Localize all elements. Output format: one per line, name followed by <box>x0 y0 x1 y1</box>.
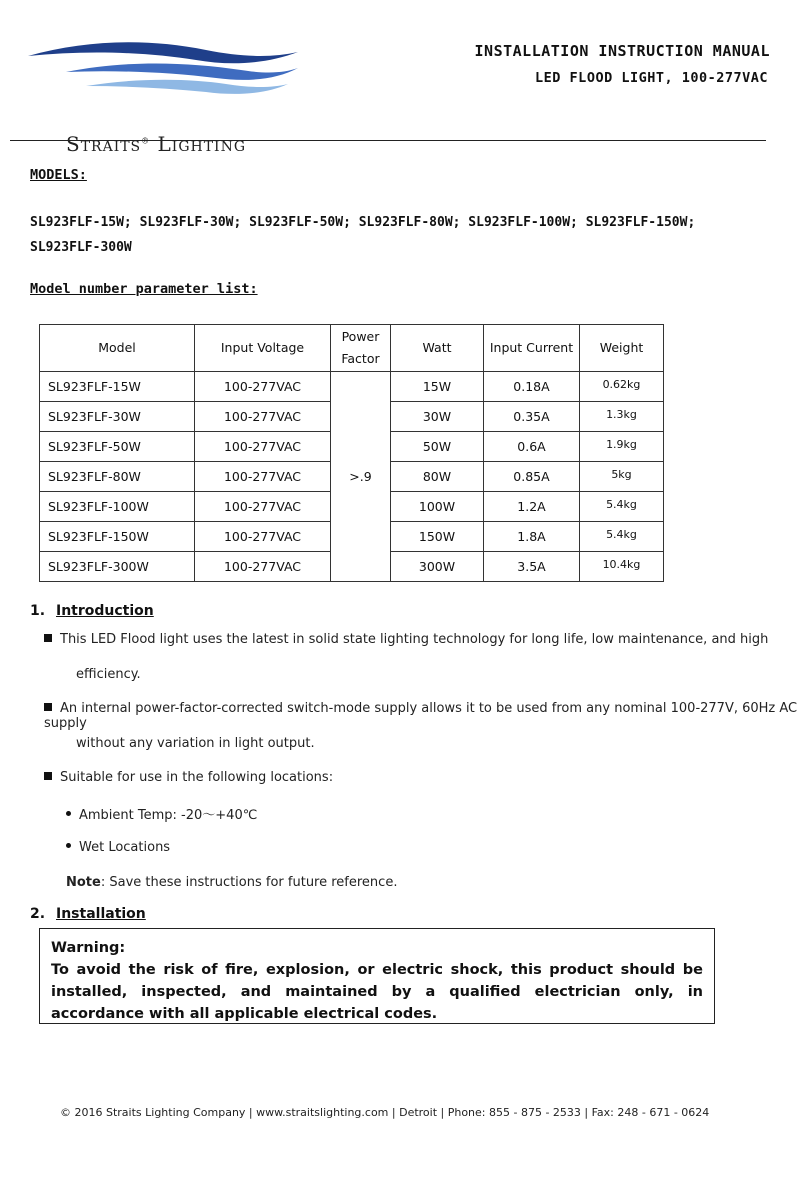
parameter-table <box>39 324 664 582</box>
square-bullet-icon <box>44 772 52 780</box>
cell-voltage: 100-277VAC <box>195 462 331 492</box>
col-header-power-factor: Power Factor <box>331 325 391 372</box>
cell-current: 0.6A <box>484 432 580 462</box>
wave-logo-icon <box>26 40 301 100</box>
header-divider <box>10 140 766 141</box>
cell-weight: 5.4kg <box>580 522 664 552</box>
cell-watt: 30W <box>391 402 484 432</box>
cell-model: SL923FLF-15W <box>40 372 195 402</box>
models-line-2: SL923FLF-300W <box>30 240 132 255</box>
square-bullet-icon <box>44 634 52 642</box>
cell-voltage: 100-277VAC <box>195 552 331 582</box>
col-header-input-current: Input Current <box>484 325 580 372</box>
intro-bullet-2-cont: without any variation in light output. <box>76 736 315 751</box>
cell-watt: 50W <box>391 432 484 462</box>
page-footer: © 2016 Straits Lighting Company | www.straitslighting.com | Detroit | Phone: 855 - 875 - 2533 | Fax: 248 - 671 - 0624 <box>60 1106 710 1119</box>
cell-power-factor: >.9 <box>331 372 391 582</box>
cell-current: 3.5A <box>484 552 580 582</box>
cell-weight: 0.62kg <box>580 372 664 402</box>
cell-watt: 100W <box>391 492 484 522</box>
cell-weight: 1.3kg <box>580 402 664 432</box>
col-header-model: Model <box>40 325 195 372</box>
cell-current: 0.35A <box>484 402 580 432</box>
col-header-watt: Watt <box>391 325 484 372</box>
intro-bullet-2: An internal power-factor-corrected switch-mode supply allows it to be used from any nominal 100-277V, 60Hz AC supply <box>44 701 798 731</box>
cell-voltage: 100-277VAC <box>195 492 331 522</box>
cell-current: 1.8A <box>484 522 580 552</box>
location-wet: Wet Locations <box>66 840 170 855</box>
col-header-weight: Weight <box>580 325 664 372</box>
document-title: INSTALLATION INSTRUCTION MANUAL <box>474 42 770 60</box>
warning-label: Warning: <box>51 940 126 956</box>
cell-voltage: 100-277VAC <box>195 522 331 552</box>
cell-voltage: 100-277VAC <box>195 402 331 432</box>
location-ambient-temp: Ambient Temp: -20～+40℃ <box>66 804 257 823</box>
cell-weight: 1.9kg <box>580 432 664 462</box>
dot-bullet-icon <box>66 811 71 816</box>
cell-current: 1.2A <box>484 492 580 522</box>
cell-model: SL923FLF-30W <box>40 402 195 432</box>
logo-wordmark: Straits® Lighting <box>66 132 247 156</box>
col-header-input-voltage: Input Voltage <box>195 325 331 372</box>
cell-voltage: 100-277VAC <box>195 432 331 462</box>
cell-watt: 300W <box>391 552 484 582</box>
models-heading: MODELS: <box>30 167 87 183</box>
cell-current: 0.18A <box>484 372 580 402</box>
cell-model: SL923FLF-300W <box>40 552 195 582</box>
warning-box <box>39 928 715 1024</box>
table-row <box>40 372 664 402</box>
cell-voltage: 100-277VAC <box>195 372 331 402</box>
cell-current: 0.85A <box>484 462 580 492</box>
models-list <box>30 210 780 260</box>
cell-weight: 10.4kg <box>580 552 664 582</box>
intro-note: Note: Save these instructions for future reference. <box>66 875 398 890</box>
parameter-list-heading: Model number parameter list: <box>30 281 258 297</box>
square-bullet-icon <box>44 703 52 711</box>
warning-text: To avoid the risk of fire, explosion, or electric shock, this product should be installed, inspected, and maintained by a qualified electrician only, in accordance with all applicable electrical codes. <box>51 962 703 1022</box>
cell-watt: 15W <box>391 372 484 402</box>
intro-bullet-3: Suitable for use in the following locations: <box>44 770 333 785</box>
section-introduction-heading: 1. Introduction <box>30 603 154 619</box>
cell-weight: 5.4kg <box>580 492 664 522</box>
cell-model: SL923FLF-80W <box>40 462 195 492</box>
cell-model: SL923FLF-50W <box>40 432 195 462</box>
cell-watt: 80W <box>391 462 484 492</box>
dot-bullet-icon <box>66 843 71 848</box>
intro-bullet-1: This LED Flood light uses the latest in solid state lighting technology for long life, low maintenance, and high <box>44 632 768 647</box>
cell-model: SL923FLF-100W <box>40 492 195 522</box>
cell-model: SL923FLF-150W <box>40 522 195 552</box>
company-logo <box>26 40 301 156</box>
intro-bullet-1-cont: efficiency. <box>76 667 141 682</box>
section-installation-heading: 2. Installation <box>30 906 146 922</box>
models-line-1: SL923FLF-15W; SL923FLF-30W; SL923FLF-50W; SL923FLF-80W; SL923FLF-100W; SL923FLF-150W; <box>30 215 696 230</box>
table-header-row <box>40 325 664 372</box>
cell-weight: 5kg <box>580 462 664 492</box>
cell-watt: 150W <box>391 522 484 552</box>
document-subtitle: LED FLOOD LIGHT, 100-277VAC <box>535 70 768 86</box>
